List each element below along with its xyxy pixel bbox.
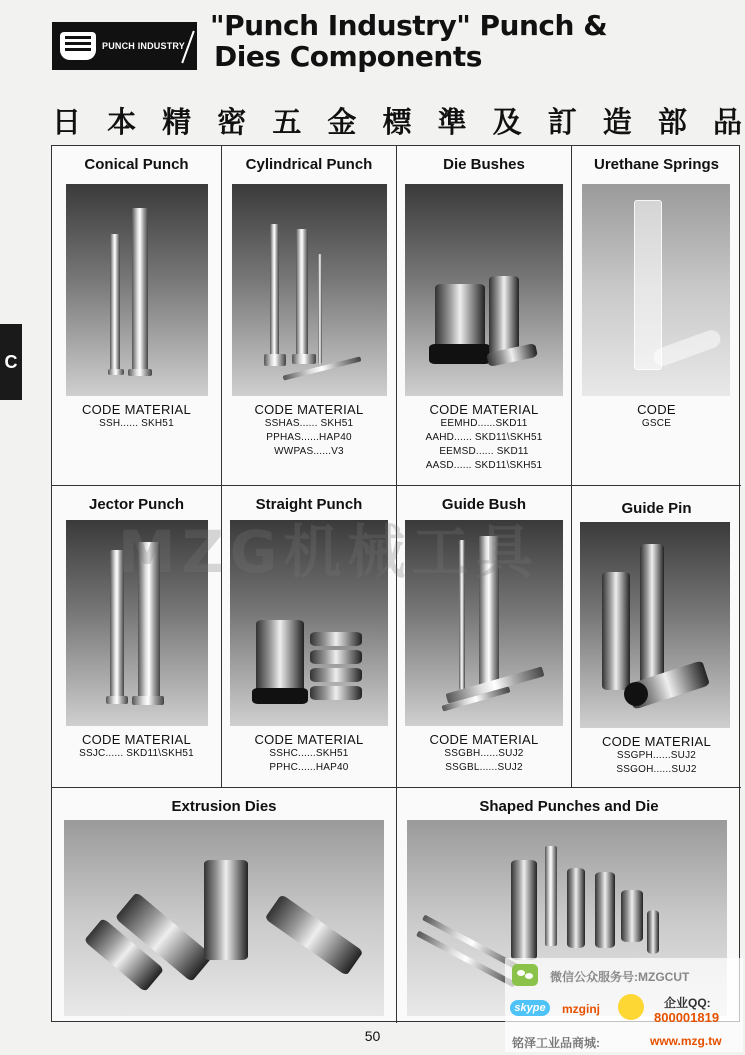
punch-shape (511, 860, 537, 960)
rod-shape (459, 540, 465, 690)
code-material-header: CODE MATERIAL (254, 732, 364, 747)
die-shape (264, 894, 363, 976)
section-tab-c: C (0, 324, 22, 400)
code-material-header: CODE MATERIAL (254, 402, 364, 417)
rod-shape (318, 254, 322, 364)
code-row: SSGBL......SUJ2 (445, 762, 523, 773)
product-grid (51, 145, 740, 1022)
punch-shape (545, 846, 557, 946)
card-die-bushes (397, 146, 572, 486)
rod-shape (138, 542, 160, 702)
card-jector-punch (52, 486, 222, 788)
code-header: CODE (637, 402, 676, 417)
skype-icon: skype (510, 1000, 550, 1016)
code-row: EEMHD......SKD11 (440, 418, 528, 429)
code-material-header: CODE MATERIAL (429, 402, 539, 417)
card-extrusion-dies (52, 788, 397, 1023)
rod-shape (110, 550, 124, 700)
code-material-header: CODE MATERIAL (81, 732, 192, 747)
jector-punch-info (52, 732, 221, 761)
center-watermark: MZG机械工具 (118, 518, 540, 586)
rod-head (108, 369, 124, 375)
pin-shape (602, 572, 630, 690)
title-line-2: Dies Components (214, 40, 482, 73)
chinese-title (52, 100, 742, 140)
cn-char: 品 (712, 104, 742, 139)
qq-label: 企业QQ: (664, 996, 711, 1010)
code-row: PPHAS......HAP40 (266, 432, 352, 443)
qq-number: 800001819 (654, 1010, 720, 1025)
spring-shape (634, 200, 662, 370)
code-row: SSJC...... SKD11\SKH51 (79, 748, 194, 759)
card-conical-punch (52, 146, 222, 486)
cn-char: 五 (272, 104, 302, 139)
cn-char: 本 (107, 104, 137, 139)
guide-pin-info (572, 734, 741, 777)
rod-head (132, 696, 164, 705)
card-urethane-springs (572, 146, 741, 486)
rod-head (106, 696, 128, 704)
conical-punch-info (52, 402, 221, 431)
card-title: Guide Pin (621, 500, 692, 517)
cylindrical-punch-photo (232, 184, 387, 396)
card-title: Conical Punch (84, 156, 189, 173)
shop-url: www.mzg.tw (650, 1034, 722, 1048)
wechat-text: 微信公众服务号:MZGCUT (550, 970, 690, 984)
cylindrical-punch-info (222, 402, 396, 459)
urethane-springs-info (572, 402, 741, 431)
card-title: Cylindrical Punch (245, 156, 373, 173)
code-row: PPHC......HAP40 (269, 762, 349, 773)
skype-id: mzginj (562, 1002, 600, 1016)
cn-char: 及 (492, 104, 522, 139)
card-title: Guide Bush (441, 496, 527, 513)
card-cylindrical-punch (222, 146, 397, 486)
fist-icon (60, 32, 96, 60)
cn-char: 金 (327, 104, 357, 139)
cn-char: 準 (437, 104, 467, 139)
wechat-icon (512, 964, 538, 986)
card-title: Extrusion Dies (171, 798, 277, 815)
card-title: Straight Punch (255, 496, 363, 513)
page-number: 50 (364, 1028, 381, 1044)
code-row: SSGBH......SUJ2 (444, 748, 524, 759)
rod-head (128, 369, 152, 376)
jector-punch-photo (66, 520, 208, 726)
punch-shape (567, 868, 585, 948)
conical-punch-photo (66, 184, 208, 396)
shop-label: 铭泽工业品商城: (512, 1036, 600, 1050)
code-row: SSHC......SKH51 (269, 748, 349, 759)
rod-shape (479, 536, 499, 686)
cn-char: 訂 (547, 104, 577, 139)
ring-shape (310, 686, 362, 700)
page-header (52, 10, 652, 80)
code-row: SSHAS...... SKH51 (264, 418, 354, 429)
logo-text: PUNCH INDUSTRY (102, 41, 185, 51)
code-row: AASD...... SKD11\SKH51 (425, 460, 543, 471)
punch-shape (621, 890, 643, 942)
code-material-header: CODE MATERIAL (601, 734, 712, 749)
card-title: Jector Punch (88, 496, 185, 513)
straight-punch-photo (230, 520, 388, 726)
cn-char: 造 (602, 104, 632, 139)
guide-bush-info (397, 732, 571, 775)
code-row: SSGPH......SUJ2 (616, 750, 697, 761)
rod-shape (110, 234, 120, 374)
pin-end (624, 682, 648, 706)
cn-char: 精 (162, 104, 192, 139)
rod-shape (132, 208, 148, 376)
card-guide-bush (397, 486, 572, 788)
cn-char: 密 (217, 104, 247, 139)
bush-flange (429, 344, 491, 364)
qq-icon (618, 994, 644, 1020)
punch-shape (647, 910, 659, 954)
cn-char: 部 (657, 104, 687, 139)
code-row: SSH...... SKH51 (99, 418, 174, 429)
urethane-springs-photo (582, 184, 730, 396)
guide-pin-photo (580, 522, 730, 728)
cn-char: 日 (52, 104, 82, 139)
card-title: Shaped Punches and Die (479, 798, 659, 815)
die-bushes-info (397, 402, 571, 473)
bush-flange (252, 688, 308, 704)
title-line-1: "Punch Industry" Punch & (210, 9, 608, 42)
code-row: GSCE (641, 418, 672, 429)
die-shape (204, 860, 248, 960)
code-material-header: CODE MATERIAL (429, 732, 539, 747)
pin-shape (640, 544, 664, 684)
extrusion-dies-photo (64, 820, 384, 1016)
punch-shape (595, 872, 615, 948)
code-row: WWPAS......V3 (274, 446, 344, 457)
straight-punch-info (222, 732, 396, 775)
card-title: Die Bushes (443, 156, 525, 173)
page-title (210, 10, 607, 72)
card-straight-punch (222, 486, 397, 788)
code-row: EEMSD...... SKD11 (439, 446, 529, 457)
guide-bush-photo (405, 520, 563, 726)
cn-char: 標 (382, 104, 412, 139)
code-row: SSGOH......SUJ2 (616, 764, 697, 775)
bush-shape (489, 276, 519, 356)
rod-shape (270, 224, 279, 364)
code-material-header: CODE MATERIAL (81, 402, 192, 417)
code-row: AAHD...... SKD11\SKH51 (425, 432, 543, 443)
punch-industry-logo (52, 22, 197, 70)
rod-head (292, 354, 316, 364)
die-bushes-photo (405, 184, 563, 396)
rod-shape (296, 229, 308, 359)
card-title: Urethane Springs (593, 156, 720, 173)
ring-shape (310, 668, 362, 682)
card-guide-pin (572, 486, 741, 788)
ring-shape (310, 650, 362, 664)
rod-head (264, 354, 286, 366)
bush-shape (256, 620, 304, 698)
ring-shape (310, 632, 362, 646)
